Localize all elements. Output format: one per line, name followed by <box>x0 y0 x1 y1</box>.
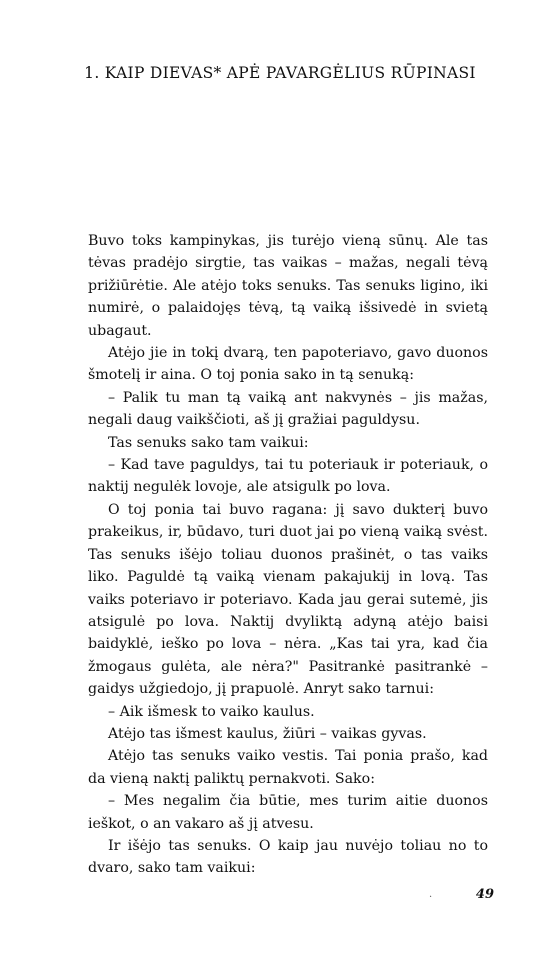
paragraph: Atėjo tas senuks vaiko vestis. Tai ponia prašo, kad da vieną naktį paliktų pernakvoti. Sako: <box>88 748 488 787</box>
paragraph: – Palik tu man tą vaiką ant nakvynės – jis mažas, negali daug vaikščioti, aš jį gražiai paguldysu. <box>88 389 488 429</box>
page-number: 49 <box>475 887 494 902</box>
paragraph: Ir išėjo tas senuks. O kaip jau nuvėjo toliau no to dvaro, sako tam vaikui: <box>88 837 488 877</box>
paragraph: – Kad tave paguldys, tai tu poteriauk ir poteriauk, o naktij negulėk lovoje, ale atsigulk po lova. <box>88 457 488 496</box>
chapter-heading: 1. KAIP DIEVAS* APĖ PAVARGĖLIUS RŪPINASI <box>84 64 476 82</box>
paragraph: – Mes negalim čia būtie, mes turim aitie duonos ieškot, o an vakaro aš jį atvesu. <box>88 793 488 832</box>
print-speck: · <box>429 892 433 903</box>
paragraph: Atėjo jie in tokį dvarą, ten papoteriavo, gavo duonos šmotelį ir aina. O toj ponia sako in tą senuką: <box>88 345 488 384</box>
paragraph: Buvo toks kampinykas, jis turėjo vieną sūnų. Ale tas tėvas pradėjo sirgtie, tas vaikas – mažas, negali tėvą prižiūrėtie. Ale atėjo toks senuks. Tas senuks ligino, iki numirė, o palaidojęs tėvą, tą vaiką išsivedė in svietą ubagaut. <box>88 233 488 339</box>
story-text <box>88 230 488 880</box>
paragraph: O toj ponia tai buvo ragana: jį savo dukterį buvo prakeikus, ir, būdavo, turi duot jai po vieną vaiką svėst. Tas senuks išėjo toliau duonos prašinėt, o tas vaiks liko. Paguldė tą vaiką vienam pakajukij in lovą. Tas vaiks poteriavo ir poteriavo. Kada jau gerai sutemė, jis atsigulė po lova. Naktij dvyliktą adyną atėjo baisi baidyklė, ieško po lova – nėra. „Kas tai yra, kad čia žmogaus gulėta, ale nėra?" Pasitrankė pasitrankė – gaidys užgiedojo, jį prapuolė. Anryt sako tarnui: <box>88 501 488 698</box>
paragraph: Tas senuks sako tam vaikui: <box>108 434 309 451</box>
paragraph: Atėjo tas išmest kaulus, žiūri – vaikas gyvas. <box>108 725 427 742</box>
paragraph: – Aik išmesk to vaiko kaulus. <box>108 703 315 720</box>
